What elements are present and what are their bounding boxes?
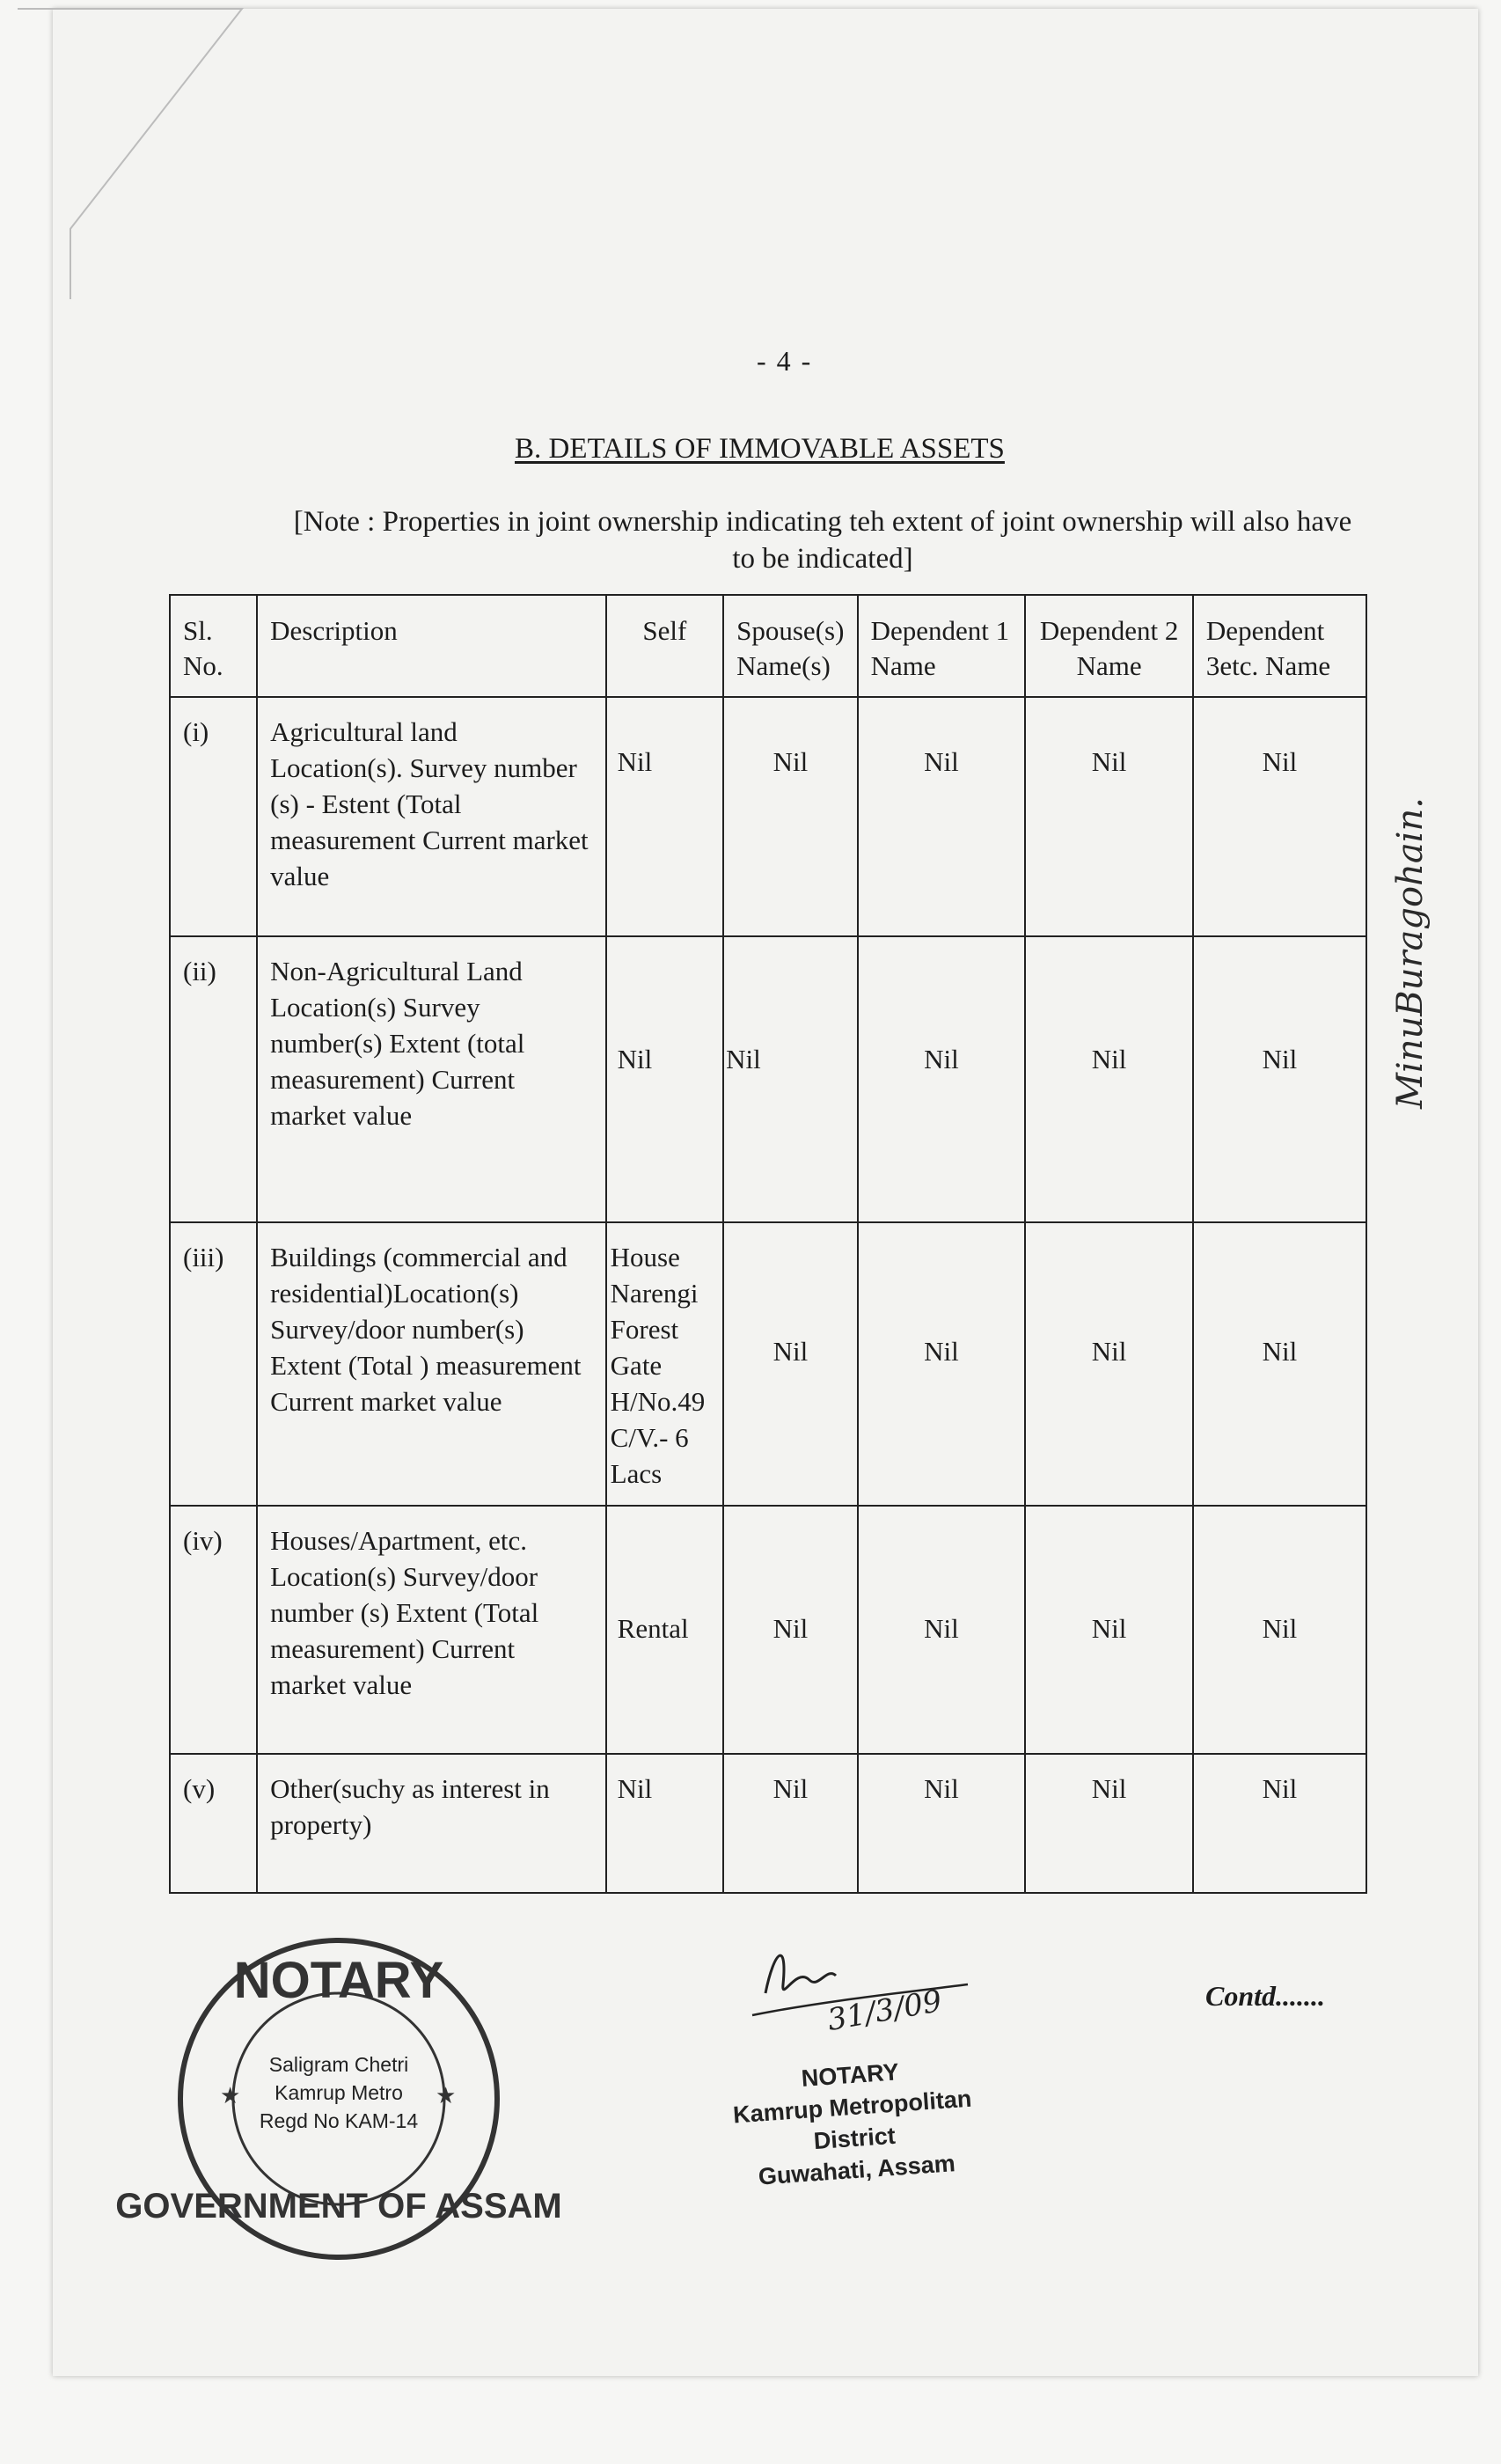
row-dependent-3: Nil — [1193, 1754, 1366, 1893]
header-dependent-2: Dependent 2 Name — [1025, 595, 1193, 697]
row-dependent-3: Nil — [1193, 1506, 1366, 1754]
ownership-note: [Note : Properties in joint ownership indicating teh extent of joint ownership will also have to be indicated] — [293, 506, 1352, 575]
row-spouse: Nil — [723, 1222, 858, 1506]
notary-stamp-text — [691, 2049, 1015, 2197]
row-self: House Narengi Forest Gate H/No.49 C/V.- 6 Lacs — [606, 1222, 723, 1506]
row-dependent-1: Nil — [858, 1222, 1026, 1506]
row-description: Agricultural land Location(s). Survey number (s) - Estent (Total measurement Current market value — [257, 697, 606, 936]
row-spouse: Nil — [723, 1754, 858, 1893]
header-spouse: Spouse(s) Name(s) — [723, 595, 858, 697]
header-dependent-3: Dependent 3etc. Name — [1193, 595, 1366, 697]
continued-label: Contd....... — [1205, 1980, 1326, 2012]
row-dependent-2: Nil — [1025, 936, 1193, 1222]
table-header-row — [170, 595, 1366, 697]
notary-title: NOTARY — [800, 2058, 900, 2092]
row-dependent-1: Nil — [858, 1506, 1026, 1754]
row-self: Rental — [606, 1506, 723, 1754]
svg-text:★: ★ — [220, 2082, 241, 2108]
row-dependent-3: Nil — [1193, 936, 1366, 1222]
table-row — [170, 1754, 1366, 1893]
row-dependent-1: Nil — [858, 1754, 1026, 1893]
row-self: Nil — [606, 697, 723, 936]
row-dependent-1: Nil — [858, 697, 1026, 936]
folded-corner-mark — [18, 9, 246, 238]
row-dependent-1: Nil — [858, 936, 1026, 1222]
row-dependent-2: Nil — [1025, 1506, 1193, 1754]
svg-text:★: ★ — [436, 2082, 457, 2108]
row-description: Non-Agricultural Land Location(s) Survey number(s) Extent (total measurement) Current market value — [257, 936, 606, 1222]
seal-registration: Regd No KAM-14 — [259, 2109, 419, 2132]
table-row — [170, 936, 1366, 1222]
table-row — [170, 1222, 1366, 1506]
row-sl-no: (i) — [170, 697, 257, 936]
row-spouse: Nil — [723, 936, 858, 1222]
notary-signature-date: 31/3/09 — [824, 1983, 945, 2039]
row-dependent-3: Nil — [1193, 697, 1366, 936]
row-sl-no: (v) — [170, 1754, 257, 1893]
header-dependent-1: Dependent 1 Name — [858, 595, 1026, 697]
row-self: Nil — [606, 1754, 723, 1893]
immovable-assets-table — [169, 594, 1367, 1894]
notary-district: Kamrup Metropolitan District — [732, 2085, 973, 2155]
row-dependent-2: Nil — [1025, 1222, 1193, 1506]
header-description: Description — [257, 595, 606, 697]
seal-location: Kamrup Metro — [275, 2081, 403, 2104]
row-description: Houses/Apartment, etc. Location(s) Survey/door number (s) Extent (Total measurement) Current market value — [257, 1506, 606, 1754]
seal-bottom-text: GOVERNMENT OF ASSAM — [115, 2187, 562, 2226]
row-dependent-2: Nil — [1025, 1754, 1193, 1893]
row-dependent-3: Nil — [1193, 1222, 1366, 1506]
notary-signature — [748, 1932, 977, 2050]
row-spouse: Nil — [723, 1506, 858, 1754]
row-self: Nil — [606, 936, 723, 1222]
row-sl-no: (ii) — [170, 936, 257, 1222]
row-sl-no: (iv) — [170, 1506, 257, 1754]
row-description: Other(suchy as interest in property) — [257, 1754, 606, 1893]
side-handwritten-signature: MinuBuragohain. — [1390, 797, 1431, 1109]
row-dependent-2: Nil — [1025, 697, 1193, 936]
page-number: - 4 - — [757, 345, 813, 377]
seal-top-text: NOTARY — [233, 1952, 444, 2009]
table-row — [170, 1506, 1366, 1754]
row-sl-no: (iii) — [170, 1222, 257, 1506]
notary-city: Guwahati, Assam — [757, 2150, 956, 2190]
row-spouse: Nil — [723, 697, 858, 936]
section-title: B. DETAILS OF IMMOVABLE ASSETS — [515, 433, 1005, 465]
header-self: Self — [606, 595, 723, 697]
header-sl-no: Sl. No. — [170, 595, 257, 697]
notary-seal — [115, 1927, 562, 2270]
row-description: Buildings (commercial and residential)Location(s) Survey/door number(s) Extent (Total ) measurement Current market value — [257, 1222, 606, 1506]
seal-inner-text — [229, 2050, 449, 2135]
seal-name: Saligram Chetri — [268, 2053, 409, 2076]
table-row — [170, 697, 1366, 936]
